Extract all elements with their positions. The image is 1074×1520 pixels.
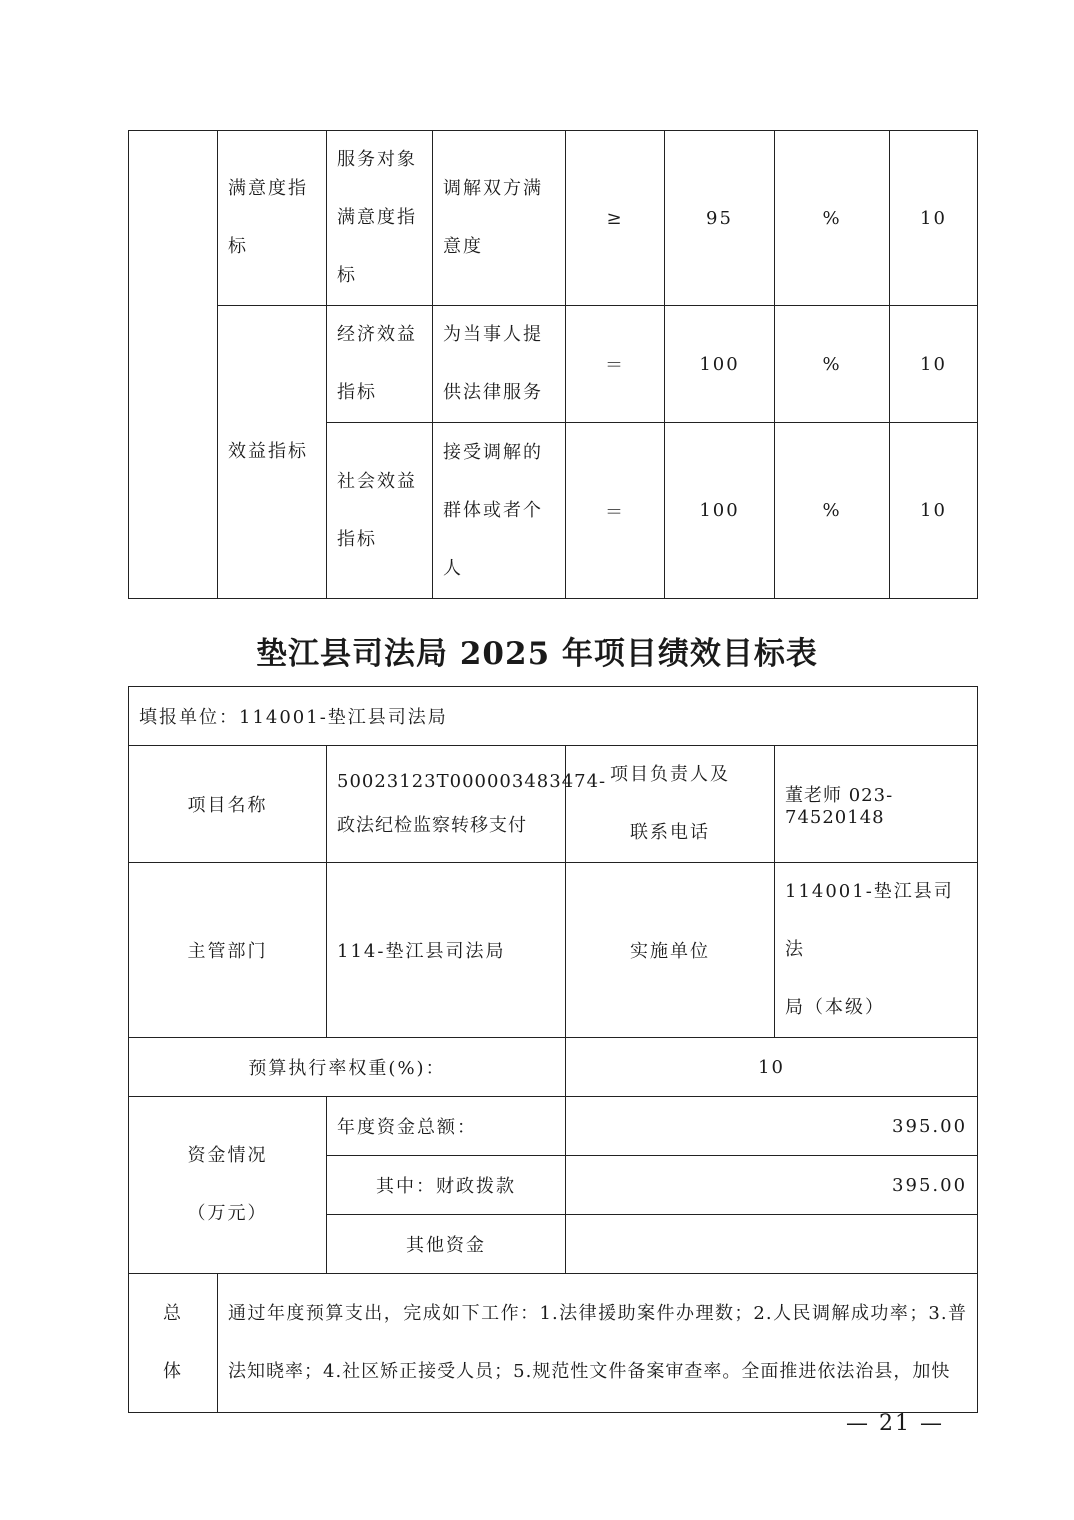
indicator-score: 10 (890, 306, 978, 423)
annual-total-label: 年度资金总额： (327, 1097, 566, 1156)
annual-total-value: 395.00 (566, 1097, 978, 1156)
other-funds-label: 其他资金 (327, 1215, 566, 1274)
indicator-score: 10 (890, 423, 978, 599)
other-funds-value (566, 1215, 978, 1274)
table-row (129, 746, 978, 863)
performance-indicator-table (128, 130, 978, 599)
indicator-score: 10 (890, 131, 978, 306)
indicator-value: 95 (665, 131, 775, 306)
overall-goal-label: 总 体 (129, 1274, 218, 1413)
fiscal-appropriation-value: 395.00 (566, 1156, 978, 1215)
indicator-name: 接受调解的群体或者个人 (443, 441, 543, 579)
table-row (129, 687, 978, 746)
table-row (129, 1038, 978, 1097)
table-row (129, 1097, 978, 1156)
table-row (129, 131, 978, 306)
third-level-indicator-cell (327, 423, 433, 599)
contact-label: 项目负责人及 联系电话 (566, 746, 775, 863)
second-level-indicator-cell (218, 306, 327, 599)
third-level-indicator-cell (327, 131, 433, 306)
indicator-name: 为当事人提供法律服务 (443, 324, 543, 403)
indicator-category: 效益指标 (228, 441, 308, 462)
project-performance-form (128, 686, 978, 1413)
indicator-operator: ＝ (566, 423, 665, 599)
budget-weight-value: 10 (566, 1038, 978, 1097)
indicator-unit: % (775, 306, 890, 423)
reporting-unit: 填报单位：114001-垫江县司法局 (129, 687, 978, 746)
indicator-operator: ＝ (566, 306, 665, 423)
indicator-name-cell (433, 306, 566, 423)
page-number: — 21 — (846, 1411, 944, 1436)
budget-weight-label: 预算执行率权重(%)： (129, 1038, 566, 1097)
contact-value: 董老师 023-74520148 (775, 746, 978, 863)
indicator-subcategory: 服务对象满意度指标 (337, 149, 417, 286)
table-row (129, 306, 978, 423)
indicator-value: 100 (665, 423, 775, 599)
page-title: 垫江县司法局 2025 年项目绩效目标表 (256, 636, 818, 672)
table-row (129, 1274, 978, 1413)
indicator-subcategory: 经济效益指标 (337, 324, 417, 403)
indicator-value: 100 (665, 306, 775, 423)
first-level-indicator-cell (129, 131, 218, 599)
indicator-unit: % (775, 423, 890, 599)
supervising-dept-label: 主管部门 (129, 863, 327, 1038)
indicator-name-cell (433, 423, 566, 599)
indicator-operator: ≥ (566, 131, 665, 306)
overall-goal-text: 通过年度预算支出，完成如下工作：1.法律援助案件办理数；2.人民调解成功率；3.普法知晓率；4.社区矫正接受人员；5.规范性文件备案审查率。全面推进依法治县，加快 (218, 1274, 978, 1413)
indicator-subcategory: 社会效益指标 (337, 470, 417, 550)
second-level-indicator-cell (218, 131, 327, 306)
indicator-name-cell (433, 131, 566, 306)
funds-label: 资金情况 （万元） (129, 1097, 327, 1274)
indicator-name: 调解双方满意度 (443, 178, 543, 257)
indicator-category: 满意度指标 (228, 178, 308, 257)
implementing-unit-label: 实施单位 (566, 863, 775, 1038)
fiscal-appropriation-label: 其中：财政拨款 (327, 1156, 566, 1215)
project-name-label: 项目名称 (129, 746, 327, 863)
third-level-indicator-cell (327, 306, 433, 423)
supervising-dept-value: 114-垫江县司法局 (327, 863, 566, 1038)
project-name-value: 50023123T000003483474- 政法纪检监察转移支付 (327, 746, 566, 863)
table-row (129, 863, 978, 1038)
indicator-unit: % (775, 131, 890, 306)
implementing-unit-value: 114001-垫江县司法 局（本级） (775, 863, 978, 1038)
